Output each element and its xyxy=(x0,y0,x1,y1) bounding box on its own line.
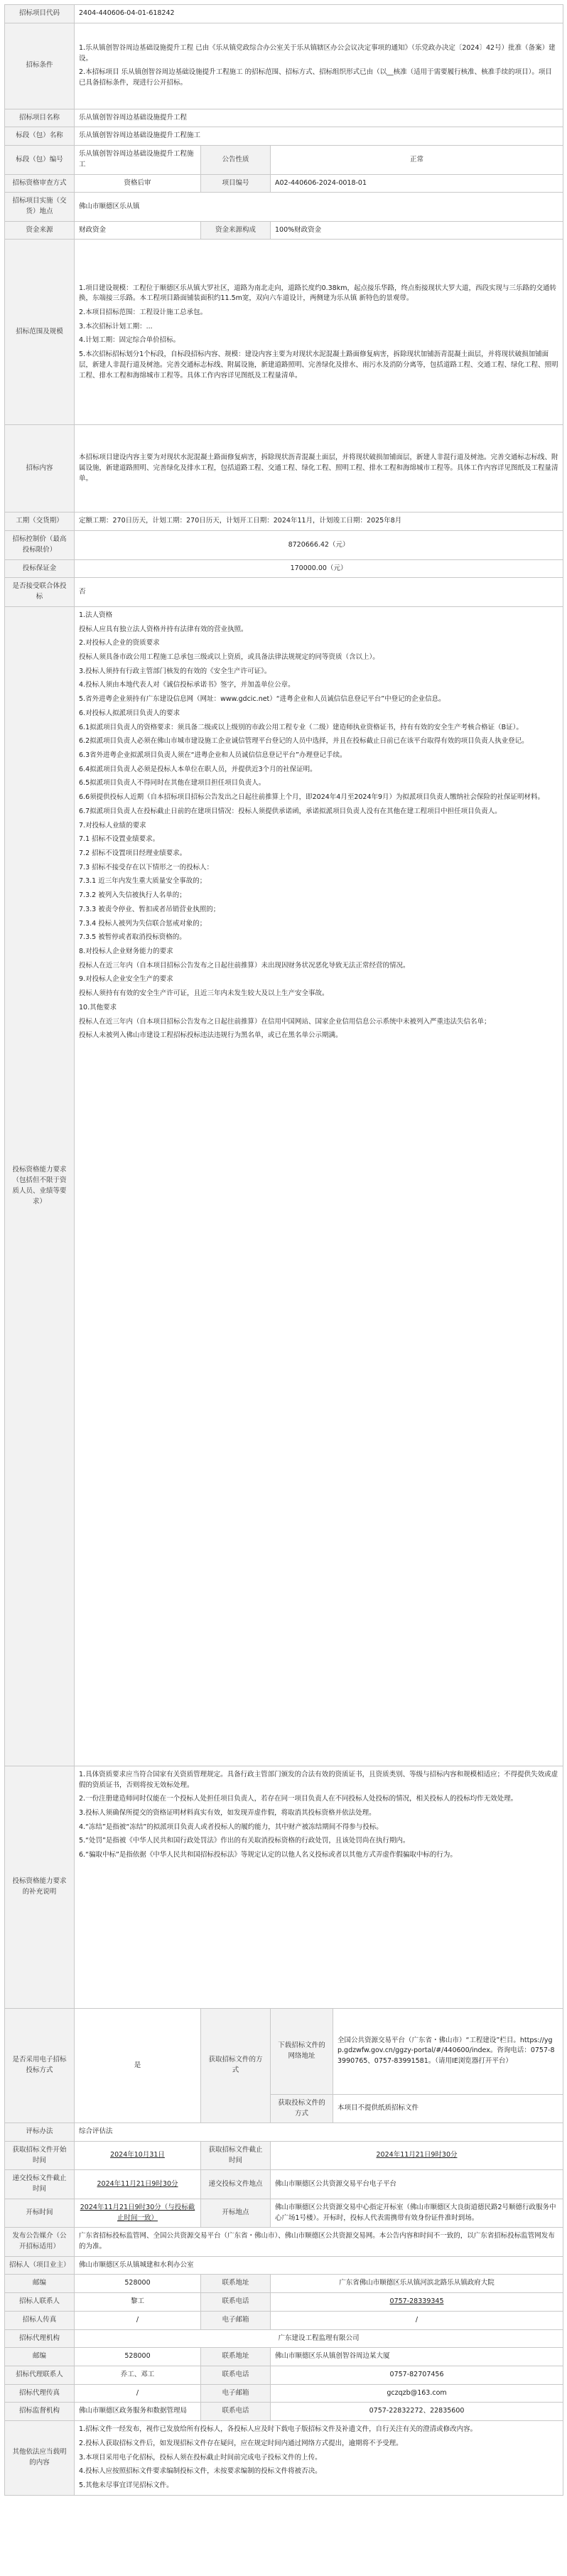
agent-fax-label: 招标代理传真 xyxy=(5,2384,75,2403)
scope-value xyxy=(75,240,563,425)
platform-value: 是 xyxy=(75,2008,201,2122)
requirements-paragraph: 投标人须持有有效的安全生产许可证，且近三年内未发生较大及以上生产安全事故。 xyxy=(79,989,329,998)
requirements-paragraph: 7.3.2 被列入失信被执行人名单的； xyxy=(79,891,186,900)
scope-p4: 4.计划工期：固定综合单价招标。 xyxy=(79,336,180,345)
section-name-value: 乐从镇创智谷周边基础设施提升工程施工 xyxy=(75,127,563,146)
requirements-label: 投标资格能力要求（包括但不限于资质人员、业绩等要求） xyxy=(5,606,75,1766)
duration-value: 定额工期：270日历天，计划工期：270日历天，计划开工日期：2024年11月，计划竣工日期：2025年8月 xyxy=(75,512,563,531)
scope-p5: 5.本次招标招标划分1个标段，自标段招标内容、规模：建设内容主要为对现状水泥混凝土路面修复病害，拆除现状加铺沥青混凝土面层，并将现状破损加铺面层，新建人非混行道及树池。完善交通标志标线、附属设施，新建道路照明、完善绿化及排水、雨污水及消防分离等，包括道路工程、交通工程、绿化工程、照明工程、排水工程和海绵城市工程等。具体工作内容详见图纸及工程量清单。 xyxy=(79,350,558,380)
notes-paragraph: 1.招标文件一经发布，视作已发放给所有投标人，各投标人应及时下载电子版招标文件及补遗文件，自行关注有关的澄清或修改内容。 xyxy=(79,2425,477,2434)
content-value: 本招标项目建设内容主要为对现状水泥混凝土路面修复病害，拆除现状沥青混凝土面层，并将现状破损加铺面层，新建人非混行道及树池。完善交通标志标线、附属设施，新建道路照明、完善绿化及排水工程，包括道路工程、交通工程、绿化工程、照明工程、排水工程和海绵城市工程等。具体工作内容详见图纸及工程量清单。 xyxy=(75,425,563,512)
content-label: 招标内容 xyxy=(5,425,75,512)
location-value: 佛山市顺德区乐从镇 xyxy=(75,193,563,221)
row-supervise xyxy=(5,2403,563,2421)
requirements-paragraph: 投标人在近三年内（自本项目招标公告发布之日起往前推算）在信用中国网站、国家企业信用信息公示系统中未被列入严重违法失信名单； xyxy=(79,1017,491,1026)
review-method-value: 资格后审 xyxy=(75,174,201,193)
agent-phone-value: 0757-82707456 xyxy=(271,2366,563,2385)
row-scope xyxy=(5,240,563,425)
row-notes xyxy=(5,2421,563,2496)
scope-label: 招标范围及规模 xyxy=(5,240,75,425)
row-max-price xyxy=(5,531,563,559)
requirements-paragraph: 3.投标人须持有行政主管部门核发的有效的《安全生产许可证》。 xyxy=(79,667,271,675)
open-label: 开标时间 xyxy=(5,2199,75,2227)
notes-label: 其他依法应当载明的内容 xyxy=(5,2421,75,2496)
row-joint xyxy=(5,578,563,606)
requirements-value xyxy=(75,606,563,1766)
deposit-label: 投标保证金 xyxy=(5,559,75,578)
notes-value xyxy=(75,2421,563,2496)
row-tenderee-contact xyxy=(5,2293,563,2312)
tenderee-addr-value: 广东省佛山市顺德区乐从镇河滨北路乐从镇政府大院 xyxy=(271,2275,563,2293)
requirements-paragraph: 1.法人资格 xyxy=(79,611,113,619)
row-agent-post xyxy=(5,2348,563,2366)
notes-paragraph: 2.投标人获取招标文件后，如发现招标文件存在疑问，应在规定时间内通过网络方式提出，逾期将不予受理。 xyxy=(79,2439,403,2447)
requirements-paragraph: 8.对投标人企业财务能力的要求 xyxy=(79,948,173,956)
funding-ratio-label: 资金来源构成 xyxy=(201,221,271,240)
way-label: 获取投标文件的方式 xyxy=(271,2094,333,2122)
funding-value: 财政资金 xyxy=(75,221,201,240)
bid-conditions-value xyxy=(75,23,563,109)
row-location xyxy=(5,193,563,221)
requirements-paragraph: 7.3.5 被暂停或者取消投标资格的。 xyxy=(79,933,186,942)
section-code-value: 乐从镇创智谷周边基础设施提升工程施 工 xyxy=(75,146,201,174)
get-doc-label: 获取招标文件的方式 xyxy=(201,2008,271,2122)
tenderee-post-value: 528000 xyxy=(75,2275,201,2293)
row-get-time xyxy=(5,2141,563,2169)
submit-place-label: 递交投标文件地点 xyxy=(201,2170,271,2199)
row-requirements xyxy=(5,606,563,1766)
tender-announcement-table xyxy=(4,4,563,2496)
project-number-value: A02-440606-2024-0018-01 xyxy=(271,174,563,193)
other-paragraph: 2.一份注册建造师同时仅能在一个投标人处担任项目负责人，若存在同一项目负责人在不同投标人处投标的情况，相关投标人的投标均作无效处理。 xyxy=(79,1795,518,1803)
agent-fax-value: / xyxy=(75,2384,201,2403)
way-value: 本项目不提供纸质招标文件 xyxy=(333,2094,563,2122)
supervise-label: 招标监督机构 xyxy=(5,2403,75,2421)
funding-label: 资金来源 xyxy=(5,221,75,240)
media-label: 发布公告媒介（公开招标适用） xyxy=(5,2228,75,2256)
joint-value: 否 xyxy=(75,578,563,606)
bulletin-nature-value: 正常 xyxy=(271,146,563,174)
other-list xyxy=(79,1770,558,1861)
row-agent xyxy=(5,2329,563,2348)
funding-ratio-value: 100%财政资金 xyxy=(271,221,563,240)
project-number-label: 项目编号 xyxy=(201,174,271,193)
other-paragraph: 3.投标人须确保所提交的资格证明材料真实有效，如发现弄虚作假，将取消其投标资格并依法处理。 xyxy=(79,1808,376,1817)
tenderee-value: 佛山市顺德区乐从镇城建和水利办公室 xyxy=(75,2256,563,2275)
bulletin-nature-label: 公告性质 xyxy=(201,146,271,174)
row-platform xyxy=(5,2008,563,2094)
other-paragraph: 1.具体资质要求应当符合国家有关资质管理规定。具备行政主管部门颁发的合法有效的资质证书，且资质类别、等级与招标内容和规模相适应；不得提供失效或虚假的资质证书，否则将按无效标处理。 xyxy=(79,1770,558,1789)
bid-conditions-label: 招标条件 xyxy=(5,23,75,109)
deposit-value: 170000.00（元） xyxy=(75,559,563,578)
tenderee-fax-label: 招标人传真 xyxy=(5,2311,75,2329)
row-submit xyxy=(5,2170,563,2199)
tenderee-phone-label: 联系电话 xyxy=(201,2293,271,2312)
requirements-paragraph: 6.7拟派项目负责人在投标截止日前的在建项目情况：投标人须提供承诺函，承诺拟派项目负责人没有在其他在建工程项目中担任项目负责人。 xyxy=(79,807,502,815)
other-value xyxy=(75,1766,563,2008)
tenderee-contact-label: 招标人联系人 xyxy=(5,2293,75,2312)
requirements-paragraph: 10.其他要求 xyxy=(79,1003,117,1011)
row-review-method xyxy=(5,174,563,193)
section-name-label: 标段（包）名称 xyxy=(5,127,75,146)
get-start-value: 2024年10月31日 xyxy=(75,2141,201,2169)
row-section-name xyxy=(5,127,563,146)
agent-email-label: 电子邮箱 xyxy=(201,2384,271,2403)
other-paragraph: 4.“冻结”是指被“冻结”的拟派项目负责人或者投标人的履约能力，其中财产被冻结期间不得参与投标。 xyxy=(79,1823,383,1831)
section-code-label: 标段（包）编号 xyxy=(5,146,75,174)
open-place-value: 佛山市顺德区公共资源交易中心指定开标室（佛山市顺德区大良街道德民路2号顺德行政服务中心广场1号楼）。开标时，投标人代表需携带有效身份证件准时到场。 xyxy=(271,2199,563,2227)
open-place-label: 开标地点 xyxy=(201,2199,271,2227)
row-agent-contact xyxy=(5,2366,563,2385)
row-deposit xyxy=(5,559,563,578)
requirements-paragraph: 7.1 招标不设置业绩要求。 xyxy=(79,835,160,844)
requirements-paragraph: 6.5拟派项目负责人不得同时在其他在建项目担任项目负责人。 xyxy=(79,779,266,788)
requirements-paragraph: 投标人在近三年内（自本项目招标公告发布之日起往前推算）未出现因财务状况恶化导致无法正常经营的情况。 xyxy=(79,961,410,970)
requirements-paragraph: 6.6须提供投标人近期（自本招标项目招标公告发出之日起往前推算上个月，即2024年4月至2024年9月）为拟派项目负责人缴纳社会保险的社保证明材料。 xyxy=(79,793,545,802)
row-project-name xyxy=(5,109,563,127)
tenderee-contact-value: 黎工 xyxy=(75,2293,201,2312)
row-tenderee-post xyxy=(5,2275,563,2293)
requirements-paragraph: 投标人应具有独立法人资格并持有法律有效的营业执照。 xyxy=(79,625,248,633)
bid-conditions-line1: 1.乐从镇创智谷周边基础设施提升工程 已由《乐从镇党政综合办公室关于乐从镇辖区办公会议决定事项的通知》（乐党政办决定〔2024〕42号）批准（备案）建设。 xyxy=(79,43,556,63)
get-end-value: 2024年11月21日9时30分 xyxy=(271,2141,563,2169)
requirements-paragraph: 7.2 招标不设置项目经理业绩要求。 xyxy=(79,849,187,857)
row-eval xyxy=(5,2123,563,2142)
scope-p1: 1.项目建设规模：工程位于顺德区乐从镇大罗社区，道路为南北走向，道路长度约0.38km，起点接乐华路，终点衔接现状大罗大道，西段实现与三乐路的交通转换，东端接三乐路。本工程项目路面铺装面积约11.5m宽，双向六车道设计，两侧建为乐从镇 新特色的景观带。 xyxy=(79,284,556,303)
notes-paragraph: 5.其他未尽事宜详见招标文件。 xyxy=(79,2481,173,2490)
requirements-list xyxy=(79,611,558,1041)
row-project-code xyxy=(5,5,563,23)
requirements-paragraph: 6.1拟派项目负责人的资格要求：须具备二级或以上级别的市政公用工程专业（二级）建造师执业资格证书，持有有效的安全生产考核合格证（B证）。 xyxy=(79,723,523,731)
agent-value: 广东建设工程监理有限公司 xyxy=(75,2329,563,2348)
joint-label: 是否接受联合体投标 xyxy=(5,578,75,606)
requirements-paragraph: 4.投标人须由本地代表人对《诚信投标承诺书》签字，并加盖单位公章。 xyxy=(79,681,295,689)
row-funding xyxy=(5,221,563,240)
supervise-phone-label: 联系电话 xyxy=(201,2403,271,2421)
location-label: 招标项目实施（交货）地点 xyxy=(5,193,75,221)
review-method-label: 招标资格审查方式 xyxy=(5,174,75,193)
agent-contact-value: 乔工、邓工 xyxy=(75,2366,201,2385)
platform-label: 是否采用电子招标投标方式 xyxy=(5,2008,75,2122)
scope-p2: 2.本项目招标范围：工程设计施工总承包。 xyxy=(79,308,207,317)
agent-label: 招标代理机构 xyxy=(5,2329,75,2348)
row-tenderee xyxy=(5,2256,563,2275)
requirements-paragraph: 2.对投标人企业的资质要求 xyxy=(79,639,160,648)
requirements-paragraph: 5.省外进粤企业须持有广东建设信息网（网址：www.gdcic.net）“进粤企业和人员诚信信息登记平台”中登记的企业信息。 xyxy=(79,695,446,704)
row-content xyxy=(5,425,563,512)
agent-post-label: 邮编 xyxy=(5,2348,75,2366)
agent-post-value: 528000 xyxy=(75,2348,201,2366)
project-name-label: 招标项目名称 xyxy=(5,109,75,127)
other-label: 投标资格能力要求的补充说明 xyxy=(5,1766,75,2008)
requirements-paragraph: 7.3.4 投标人被列为失信联合惩戒对象的； xyxy=(79,919,207,928)
site-value: 全国公共资源交易平台（广东省・佛山市）“工程建设”栏目。https://ygp.gdzwfw.gov.cn/ggzy-portal/#/440600/index。咨询电话：0757-83990765、0757-83991581。（请用IE浏览器打开平台） xyxy=(333,2008,563,2094)
notes-paragraph: 3.本项目采用电子化招标，投标人须在投标截止时间前完成电子投标文件的上传。 xyxy=(79,2453,322,2462)
row-duration xyxy=(5,512,563,531)
tenderee-fax-value: / xyxy=(75,2311,201,2329)
supervise-phone-value: 0757-22832272、22835600 xyxy=(271,2403,563,2421)
requirements-paragraph: 投标人未被列入佛山市建设工程招标投标违法违规行为黑名单，或已在黑名单公示期满。 xyxy=(79,1031,342,1040)
requirements-paragraph: 6.2拟派项目负责人必须在佛山市城市建设施工企业诚信管理平台登记的人员中选择，并且在投标截止日前已在该平台取得有效的项目负责人执业登记。 xyxy=(79,737,529,746)
requirements-paragraph: 7.3.3 被责令停业、暂扣或者吊销营业执照的； xyxy=(79,905,220,913)
media-value: 广东省招标投标监管网、全国公共资源交易平台（广东省・佛山市）、佛山市顺德区公共资源交易网。本公告内容和时间不一致的，以广东省招标投标监管网发布的为准。 xyxy=(75,2228,563,2256)
site-label: 下载招标文件的网络地址 xyxy=(271,2008,333,2094)
requirements-paragraph: 9.对投标人企业安全生产的要求 xyxy=(79,975,173,984)
max-price-label: 招标控制价（最高投标限价） xyxy=(5,531,75,559)
tenderee-email-value: / xyxy=(271,2311,563,2329)
requirements-paragraph: 7.3 招标不接受存在以下情形之一的投标人： xyxy=(79,863,214,871)
eval-value: 综合评估法 xyxy=(75,2123,563,2142)
other-paragraph: 6.“骗取中标”是指依据《中华人民共和国招标投标法》等规定认定的以他人名义投标或者以其他方式弄虚作假骗取中标的行为。 xyxy=(79,1851,457,1859)
project-code-label: 招标项目代码 xyxy=(5,5,75,23)
supervise-value: 佛山市顺德区政务服务和数据管理局 xyxy=(75,2403,201,2421)
notes-list xyxy=(79,2425,558,2491)
bid-conditions-line2: 2.本招标项目 乐从镇创智谷周边基础设施提升工程施工 的招标范围、招标方式、招标组织形式已由（以__核准（适用于需要履行核准、核准手续的项目）。项目已具备招标条件，现进行公开招标。 xyxy=(79,68,552,87)
max-price-value: 8720666.42（元） xyxy=(75,531,563,559)
row-bid-conditions xyxy=(5,23,563,109)
tenderee-email-label: 电子邮箱 xyxy=(201,2311,271,2329)
open-value: 2024年11月21日9时30分（与投标截止时间一致） xyxy=(75,2199,201,2227)
agent-email-value: gczqzb@163.com xyxy=(271,2384,563,2403)
row-agent-fax xyxy=(5,2384,563,2403)
tenderee-label: 招标人（项目业主） xyxy=(5,2256,75,2275)
requirements-paragraph: 投标人须具备市政公用工程施工总承包三级或以上资质，或具备法律法规规定的同等资质（含以上）。 xyxy=(79,653,379,661)
requirements-paragraph: 7.对投标人业绩的要求 xyxy=(79,821,146,830)
tenderee-post-label: 邮编 xyxy=(5,2275,75,2293)
get-start-label: 获取招标文件开始时间 xyxy=(5,2141,75,2169)
submit-value: 2024年11月21日9时30分 xyxy=(75,2170,201,2199)
requirements-paragraph: 7.3.1 近三年内发生重大质量安全事故的； xyxy=(79,877,207,886)
submit-place-value: 佛山市顺德区公共资源交易平台电子平台 xyxy=(271,2170,563,2199)
requirements-paragraph: 6.3省外进粤企业拟派项目负责人须在“进粤企业和人员诚信信息登记平台”办理登记手续。 xyxy=(79,751,347,759)
project-name-value: 乐从镇创智谷周边基础设施提升工程 xyxy=(75,109,563,127)
project-code-value: 2404-440606-04-01-618242 xyxy=(75,5,563,23)
agent-phone-label: 联系电话 xyxy=(201,2366,271,2385)
agent-addr-value: 佛山市顺德区乐从镇创智谷周边某大厦 xyxy=(271,2348,563,2366)
agent-addr-label: 联系地址 xyxy=(201,2348,271,2366)
requirements-paragraph: 6.对投标人拟派项目负责人的要求 xyxy=(79,709,180,717)
notes-paragraph: 4.投标人应按照招标文件要求编制投标文件，未按要求编制的投标文件将被否决。 xyxy=(79,2467,322,2476)
row-section-code xyxy=(5,146,563,174)
get-end-label: 获取招标文件截止时间 xyxy=(201,2141,271,2169)
row-tenderee-fax xyxy=(5,2311,563,2329)
tenderee-addr-label: 联系地址 xyxy=(201,2275,271,2293)
agent-contact-label: 招标代理联系人 xyxy=(5,2366,75,2385)
duration-label: 工期（交货期） xyxy=(5,512,75,531)
row-open xyxy=(5,2199,563,2227)
scope-p3: 3.本次招标计划工期：... xyxy=(79,322,153,331)
row-media xyxy=(5,2228,563,2256)
other-paragraph: 5.“处罚”是指被《中华人民共和国行政处罚法》作出的有关取消投标资格的行政处罚，且该处罚尚在执行期内。 xyxy=(79,1837,410,1845)
submit-label: 递交投标文件截止时间 xyxy=(5,2170,75,2199)
requirements-paragraph: 6.4拟派项目负责人必须是投标人本单位在职人员，并提供近3个月的社保证明。 xyxy=(79,765,317,773)
tenderee-phone-value: 0757-28339345 xyxy=(271,2293,563,2312)
row-other xyxy=(5,1766,563,2008)
eval-label: 评标办法 xyxy=(5,2123,75,2142)
